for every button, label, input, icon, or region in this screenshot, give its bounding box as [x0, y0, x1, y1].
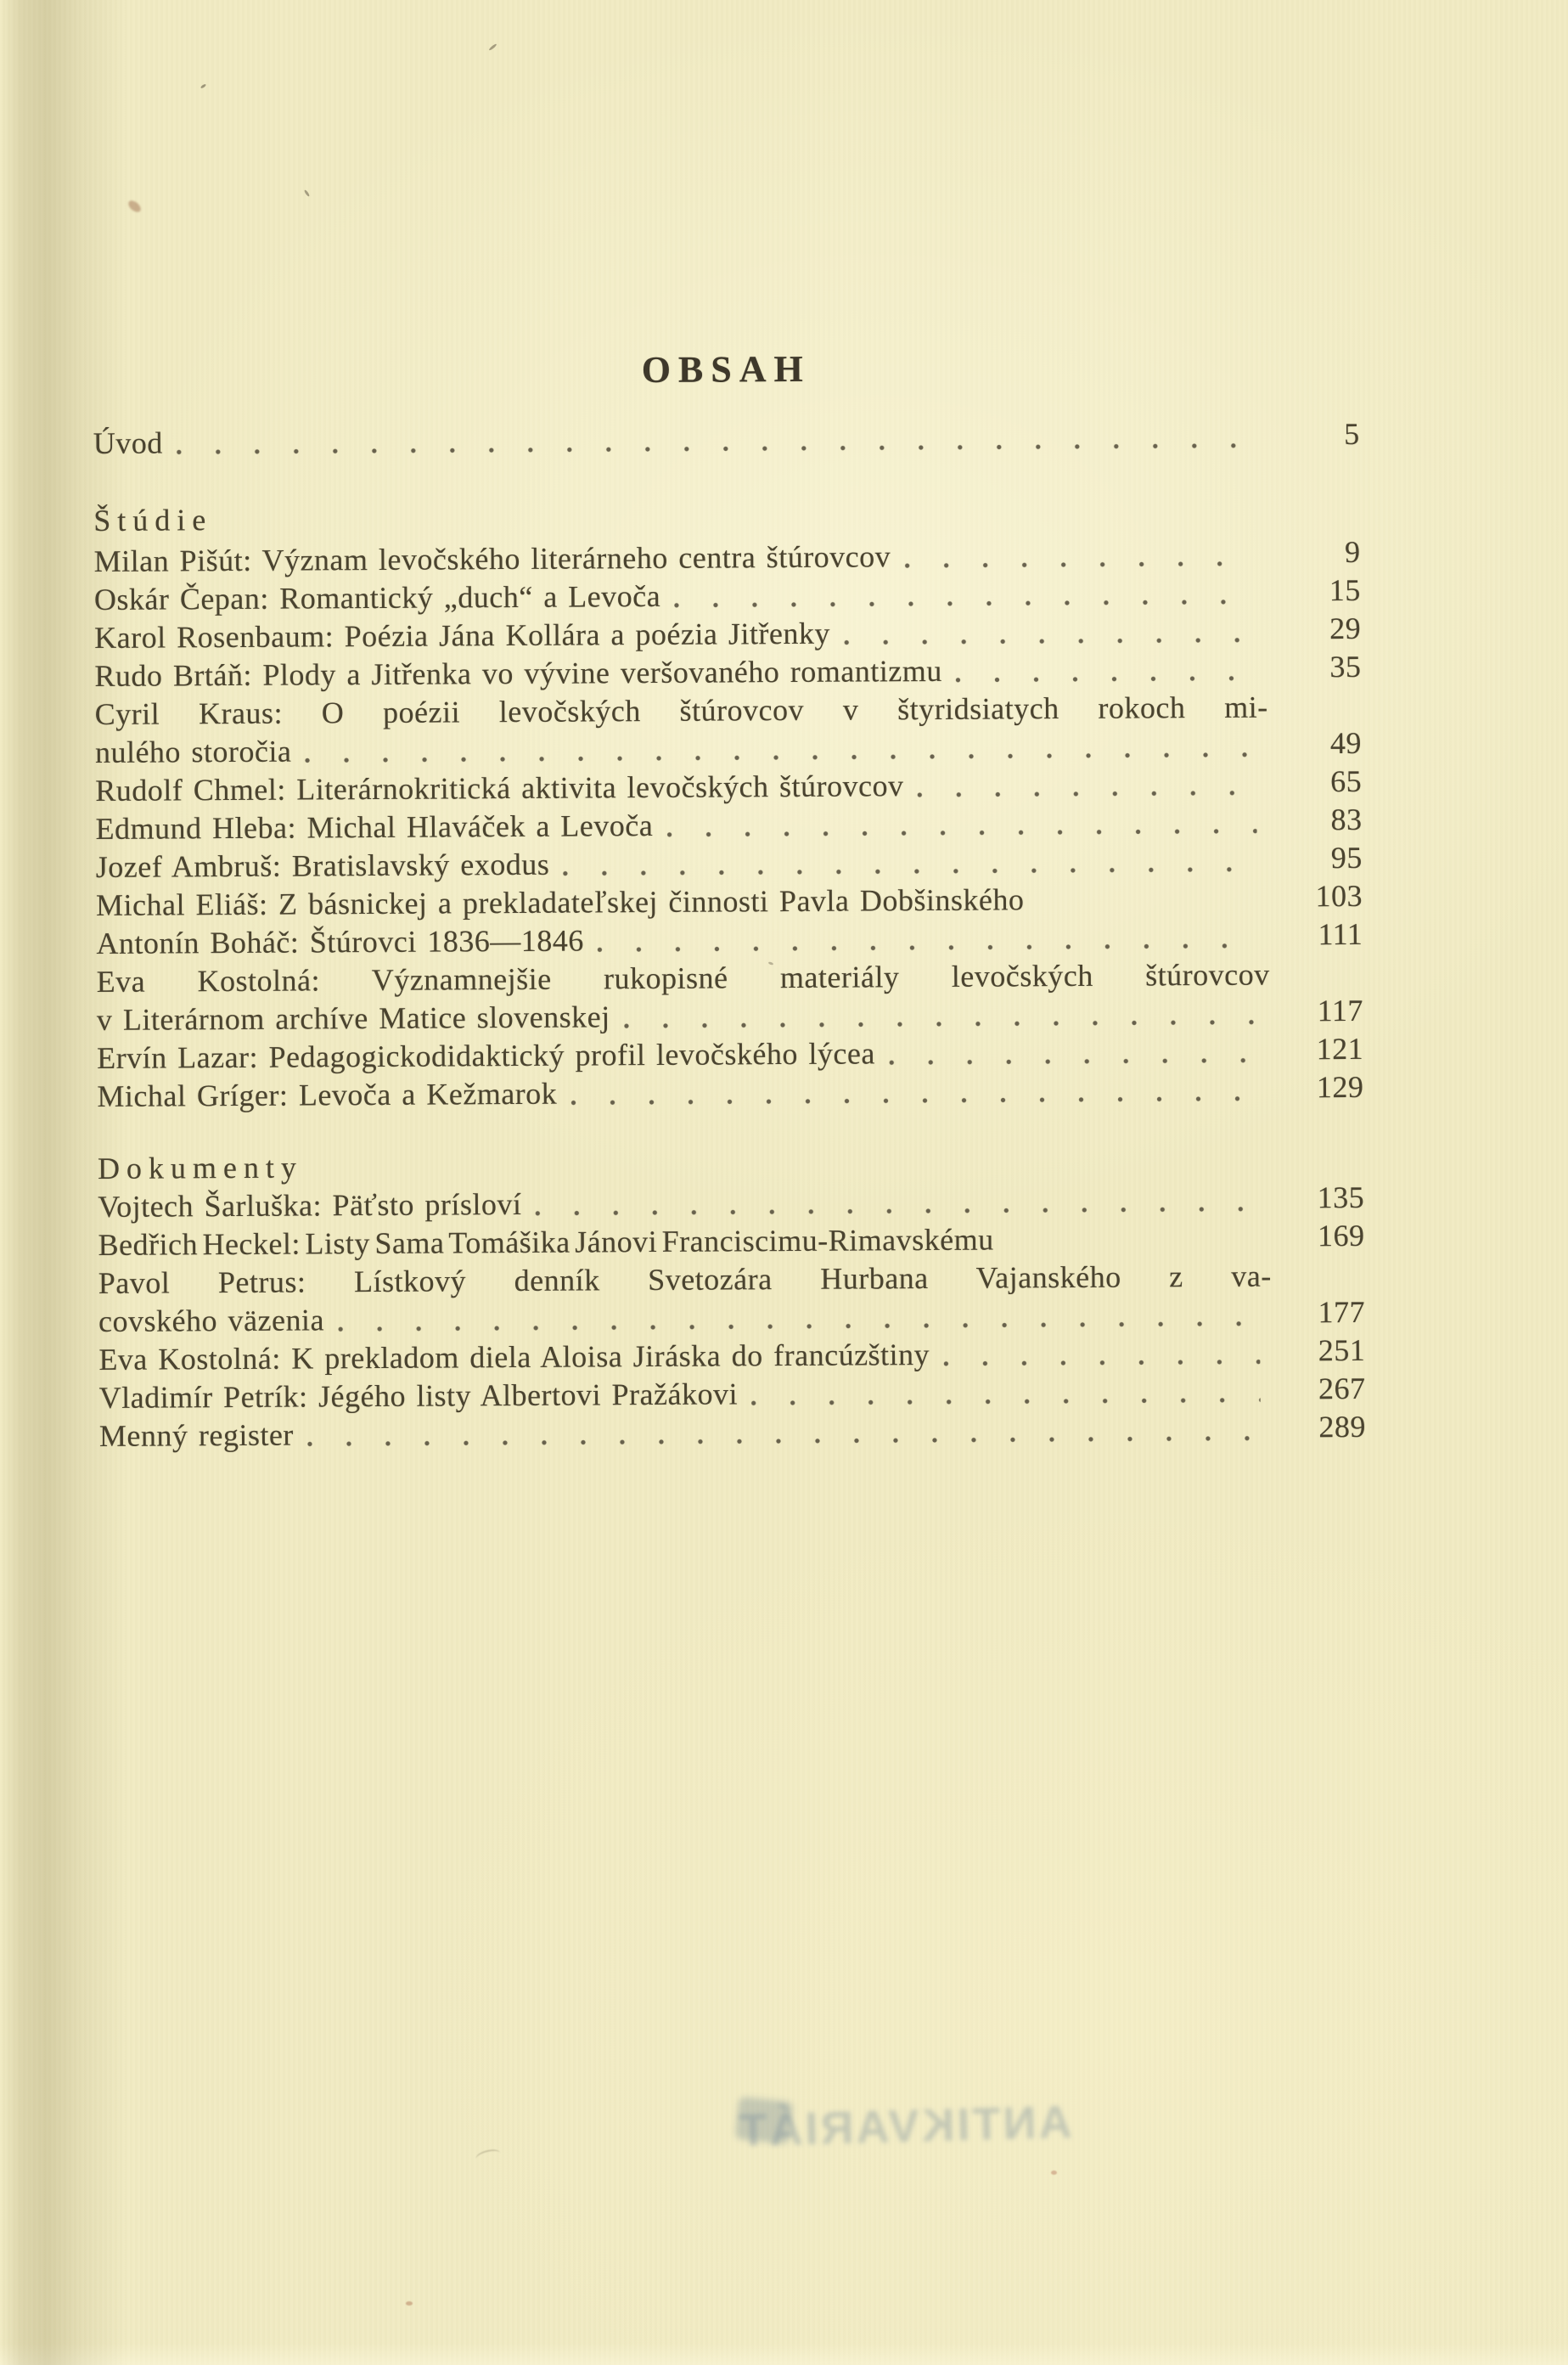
- toc-entry-row: [97, 1070, 1363, 1116]
- toc-entry-page: 289: [1318, 1409, 1366, 1444]
- toc-entry-row: [98, 1257, 1365, 1303]
- toc-entry-text: Eva Kostolná: K prekladom diela Aloisa Jiráska do francúzštiny: [98, 1337, 930, 1377]
- toc-entry-text: Vojtech Šarluška: Päťsto prísloví: [98, 1186, 522, 1224]
- toc-entry-text: Pavol Petrus: Lístkový denník Svetozára Hurbana Vajanského z va-: [98, 1259, 1272, 1300]
- dot-leader: [904, 560, 1255, 570]
- dot-leader: [1008, 1244, 1260, 1253]
- dot-leader: [751, 1397, 1261, 1407]
- toc-entry-row: [95, 688, 1362, 734]
- toc-entry-row: [97, 955, 1363, 1001]
- toc-entry-page: 121: [1316, 1031, 1364, 1067]
- dot-leader: [536, 1206, 1260, 1217]
- dot-leader: [889, 1057, 1258, 1067]
- toc-entry-text: Michal Gríger: Levoča a Kežmarok: [97, 1076, 558, 1113]
- toc-entry-page: 129: [1316, 1069, 1364, 1105]
- toc-section-list: [93, 535, 1363, 1116]
- toc-entry-text: Eva Kostolná: Významnejšie rukopisné materiály levočských štúrovcov: [96, 957, 1270, 999]
- toc-entry-page: 251: [1318, 1332, 1366, 1368]
- mirrored-stamp-showthrough: ANTIKVARIÁT: [735, 2096, 1073, 2157]
- toc-entry-text: Ervín Lazar: Pedagogickodidaktický profil levočského lýcea: [97, 1036, 875, 1075]
- toc-entry-page: 65: [1330, 763, 1363, 799]
- toc-section-list: [98, 1180, 1366, 1456]
- dot-leader: [177, 442, 1255, 456]
- toc-entry-page: 95: [1330, 840, 1363, 876]
- toc-entry-page: 49: [1329, 725, 1363, 761]
- toc-entry-text: Cyril Kraus: O poézii levočských štúrovcov v štyridsiatych rokoch mi-: [94, 690, 1268, 732]
- toc-entry-text: nulého storočia: [94, 734, 292, 770]
- paper-speck: [406, 2301, 413, 2306]
- dot-leader: [563, 866, 1257, 877]
- pencil-mark: [475, 2148, 502, 2165]
- toc-entry-text: Antonín Boháč: Štúrovci 1836—1846: [96, 923, 584, 960]
- dot-leader: [956, 675, 1256, 684]
- toc-entry-page: 5: [1344, 416, 1360, 452]
- toc-entry-page: 177: [1318, 1294, 1366, 1330]
- dot-leader: [598, 943, 1258, 954]
- table-of-contents: [91, 0, 1368, 1698]
- toc-entry-text: Rudolf Chmel: Literárnokritická aktivita levočských štúrovcov: [95, 769, 904, 808]
- paper-speck: [1051, 2171, 1057, 2175]
- toc-entry-uvod: [93, 417, 1360, 463]
- toc-entry-page: 29: [1329, 611, 1362, 646]
- dot-leader: [338, 1320, 1260, 1333]
- toc-entry-page: 267: [1318, 1371, 1366, 1406]
- dot-leader: [666, 828, 1256, 838]
- toc-entry-page: 117: [1317, 993, 1364, 1028]
- toc-entry-text: Oskár Čepan: Romantický „duch“ a Levoča: [93, 578, 661, 617]
- dot-leader: [1037, 904, 1257, 913]
- dot-leader: [918, 790, 1257, 798]
- toc-entry-text: Menný register: [98, 1417, 294, 1453]
- toc-entry-text: Bedřich Heckel: Listy Sama Tomášika Jánovi Franciscimu-Rimavskému: [98, 1222, 994, 1262]
- toc-entry-text: Edmund Hleba: Michal Hlaváček a Levoča: [95, 808, 654, 847]
- toc-entry-page: 111: [1318, 916, 1363, 952]
- page-title: OBSAH: [641, 347, 811, 391]
- toc-entry-row: [99, 1410, 1366, 1456]
- toc-entry-text: Rudo Brtáň: Plody a Jitřenka vo vývine veršovaného romantizmu: [94, 653, 942, 694]
- section-heading-studie: Štúdie: [93, 503, 213, 538]
- toc-entry-page: 15: [1329, 572, 1361, 608]
- dot-leader: [844, 637, 1256, 646]
- toc-entry-text: Jozef Ambruš: Bratislavský exodus: [95, 847, 550, 885]
- dot-leader: [307, 1435, 1261, 1448]
- dot-leader: [570, 1095, 1258, 1106]
- toc-entry-text: Karol Rosenbaum: Poézia Jána Kollára a poézia Jitřenky: [94, 616, 830, 656]
- toc-entry-page: 9: [1344, 534, 1361, 570]
- toc-entry-page: 83: [1330, 802, 1363, 837]
- toc-entry-text: Vladimír Petrík: Jégého listy Albertovi Pražákovi: [98, 1377, 739, 1415]
- toc-entry-text: v Literárnom archíve Matice slovenskej: [96, 999, 610, 1037]
- dot-leader: [624, 1019, 1258, 1030]
- toc-entry-text: covského väzenia: [98, 1303, 325, 1338]
- dot-leader: [943, 1359, 1260, 1367]
- toc-entry-page: 103: [1315, 878, 1363, 914]
- toc-entry-text: Michal Eliáš: Z básnickej a prekladateľskej činnosti Pavla Dobšinského: [95, 882, 1025, 922]
- section-heading-dokumenty: Dokumenty: [97, 1150, 304, 1185]
- toc-entry-text: Úvod: [93, 425, 163, 461]
- toc-entry-text: Milan Pišút: Význam levočského literárneho centra štúrovcov: [93, 539, 891, 579]
- toc-entry-page: 35: [1329, 649, 1362, 684]
- toc-entry-page: 135: [1317, 1180, 1365, 1215]
- dot-leader: [305, 752, 1256, 764]
- dot-leader: [674, 599, 1256, 609]
- toc-entry-page: 169: [1317, 1218, 1365, 1253]
